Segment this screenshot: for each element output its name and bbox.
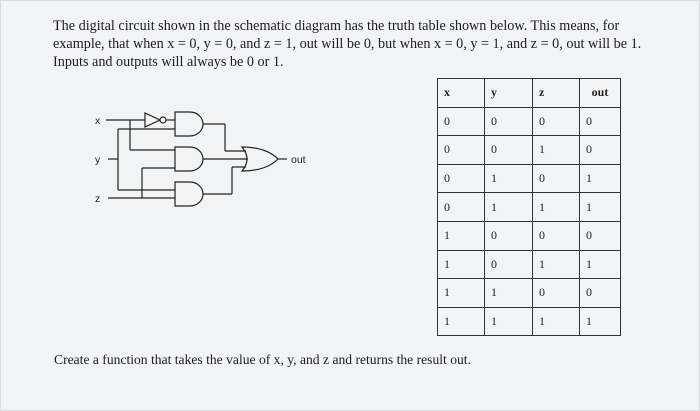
intro-line-1: The digital circuit shown in the schematic diagram has the truth table shown below. This means, for — [53, 18, 620, 34]
cell-z: 1 — [533, 136, 580, 165]
cell-x: 1 — [438, 250, 485, 279]
cell-x: 1 — [438, 307, 485, 336]
cell-x: 1 — [438, 279, 485, 308]
cell-out: 0 — [580, 279, 621, 308]
cell-y: 1 — [485, 164, 533, 193]
header-y: y — [485, 79, 533, 108]
intro-line-2: example, that when x = 0, y = 0, and z = 1, out will be 0, but when x = 0, y = 1, and z = 0, out will be 1. — [53, 36, 642, 52]
cell-out: 0 — [580, 136, 621, 165]
or-gate-icon — [242, 147, 278, 171]
input-y-label: y — [95, 154, 101, 166]
cell-y: 1 — [485, 193, 533, 222]
cell-x: 0 — [438, 193, 485, 222]
cell-x: 1 — [438, 221, 485, 250]
table-row — [438, 221, 621, 250]
cell-out: 1 — [580, 164, 621, 193]
table-row — [438, 107, 621, 136]
cell-z: 0 — [533, 107, 580, 136]
cell-z: 0 — [533, 221, 580, 250]
cell-y: 0 — [485, 107, 533, 136]
cell-z: 1 — [533, 250, 580, 279]
cell-out: 0 — [580, 107, 621, 136]
table-row — [438, 307, 621, 336]
input-x-label: x — [95, 115, 101, 127]
table-row — [438, 250, 621, 279]
cell-y: 0 — [485, 136, 533, 165]
input-z-label: z — [95, 193, 101, 205]
cell-y: 0 — [485, 221, 533, 250]
cell-z: 1 — [533, 307, 580, 336]
cell-out: 1 — [580, 250, 621, 279]
and-gate-3-icon — [175, 182, 203, 206]
table-row — [438, 279, 621, 308]
table-row — [438, 164, 621, 193]
header-out: out — [580, 79, 621, 108]
question-text: Create a function that takes the value of x, y, and z and returns the result out. — [54, 352, 471, 367]
truth-table-header — [438, 79, 621, 108]
and-gate-1-icon — [175, 112, 203, 136]
and-gate-2-icon — [175, 147, 203, 171]
not-gate-icon — [145, 113, 160, 127]
cell-y: 1 — [485, 279, 533, 308]
cell-z: 1 — [533, 193, 580, 222]
cell-out: 1 — [580, 307, 621, 336]
cell-z: 0 — [533, 279, 580, 308]
intro-line-3: Inputs and outputs will always be 0 or 1. — [53, 54, 284, 70]
truth-table — [437, 78, 621, 336]
table-row — [438, 136, 621, 165]
cell-out: 0 — [580, 221, 621, 250]
output-label: out — [291, 154, 306, 166]
cell-y: 0 — [485, 250, 533, 279]
cell-y: 1 — [485, 307, 533, 336]
header-x: x — [438, 79, 485, 108]
cell-x: 0 — [438, 164, 485, 193]
table-row — [438, 193, 621, 222]
cell-x: 0 — [438, 107, 485, 136]
cell-out: 1 — [580, 193, 621, 222]
header-z: z — [533, 79, 580, 108]
cell-x: 0 — [438, 136, 485, 165]
cell-z: 0 — [533, 164, 580, 193]
